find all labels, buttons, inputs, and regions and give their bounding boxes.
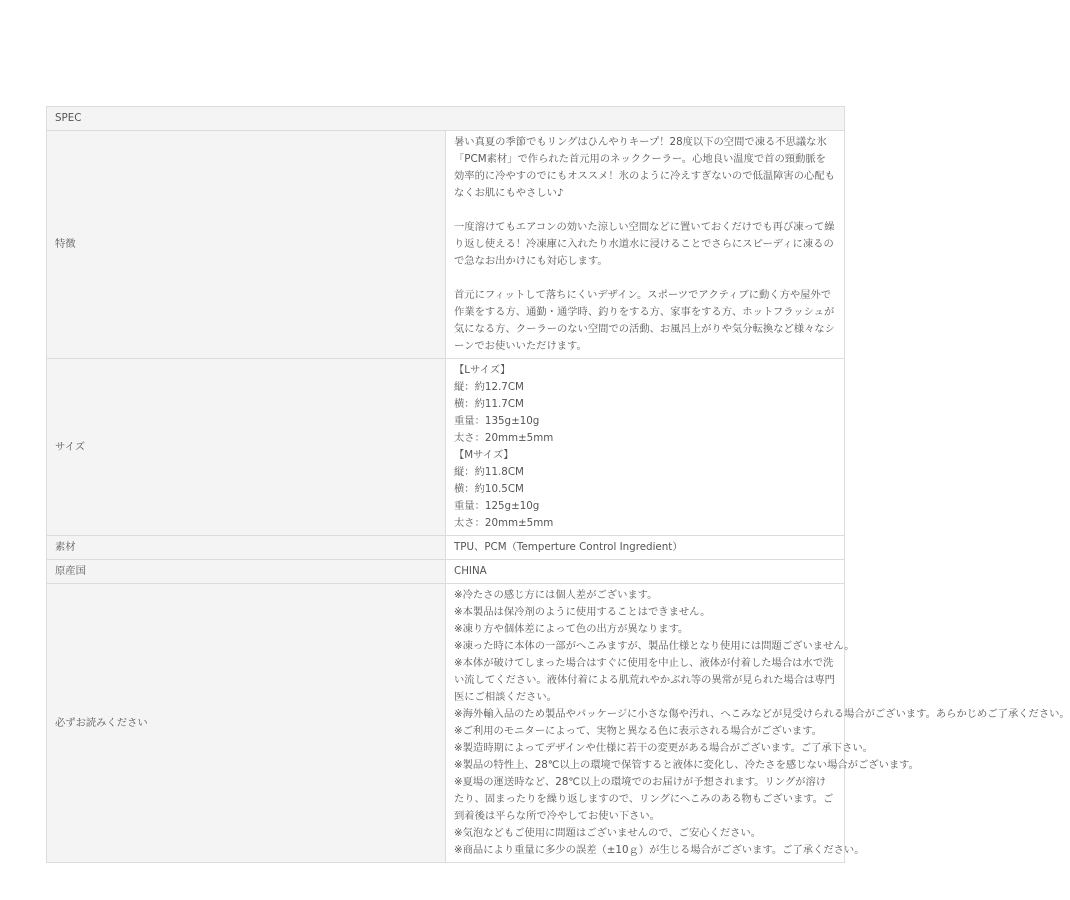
material-row: [47, 536, 845, 560]
notes-line: ※商品により重量に多少の誤差（±10ｇ）が生じる場合がございます。ご了承ください。: [454, 844, 865, 856]
origin-value: CHINA: [446, 560, 845, 584]
features-row: [47, 131, 845, 359]
size-line: 太さ：20mm±5mm: [454, 517, 554, 529]
size-line: 縦：約11.8CM: [454, 466, 524, 478]
size-line: 【Lサイズ】: [454, 364, 511, 376]
size-value: [446, 359, 845, 536]
notes-row: [47, 584, 845, 863]
size-line: 重量：125g±10g: [454, 500, 540, 512]
spec-table: [46, 106, 1070, 863]
features-paragraph-2: 一度溶けてもエアコンの効いた涼しい空間などに置いておくだけでも再び凍って繰り返し使える！冷凍庫に入れたり水道水に浸けることでさらにスピーディに凍るので急なお出かけにも対応します。: [454, 221, 835, 267]
notes-line: ※凍り方や個体差によって色の出方が異なります。: [454, 623, 689, 635]
size-label: サイズ: [47, 359, 446, 536]
notes-line: ※製造時期によってデザインや仕様に若干の変更がある場合がございます。ご了承下さい。: [454, 742, 873, 754]
notes-line: ※製品の特性上、28℃以上の環境で保管すると液体に変化し、冷たさを感じない場合がございます。: [454, 759, 919, 771]
features-value: [446, 131, 845, 359]
notes-line: ※気泡などもご使用に問題はございませんので、ご安心ください。: [454, 827, 762, 839]
size-line: 横：約11.7CM: [454, 398, 524, 410]
features-label: 特徴: [47, 131, 446, 359]
material-label: 素材: [47, 536, 446, 560]
features-paragraph-3: 首元にフィットして落ちにくいデザイン。スポーツでアクティブに動く方や屋外で作業をする方、通勤・通学時、釣りをする方、家事をする方、ホットフラッシュが気になる方、クーラーのない空間での活動、お風呂上がりや気分転換など様々なシーンでお使いいただけます。: [454, 289, 835, 352]
material-value: TPU、PCM（Temperture Control Ingredient）: [446, 536, 845, 560]
notes-value: [446, 584, 1070, 863]
size-row: [47, 359, 845, 536]
notes-line: ※本体が破けてしまった場合はすぐに使用を中止し、液体が付着した場合は水で洗い流してください。液体付着による肌荒れやかぶれ等の異常が見られた場合は専門医にご相談ください。: [454, 657, 835, 703]
notes-line: ※夏場の運送時など、28℃以上の環境でのお届けが予想されます。リングが溶けたり、固まったりを繰り返しますので、リングにへこみのある物もございます。ご到着後は平らな所で冷やしてお使い下さい。: [454, 776, 834, 822]
notes-line: ※海外輸入品のため製品やパッケージに小さな傷や汚れ、へこみなどが見受けられる場合がございます。あらかじめご了承ください。: [454, 708, 1070, 720]
size-line: 太さ：20mm±5mm: [454, 432, 554, 444]
size-line: 縦：約12.7CM: [454, 381, 524, 393]
notes-line: ※冷たさの感じ方には個人差がございます。: [454, 589, 658, 601]
spec-header: SPEC: [47, 107, 845, 131]
spec-header-row: [47, 107, 845, 131]
size-line: 横：約10.5CM: [454, 483, 524, 495]
size-line: 重量：135g±10g: [454, 415, 540, 427]
notes-line: ※ご利用のモニターによって、実物と異なる色に表示される場合がございます。: [454, 725, 822, 737]
origin-label: 原産国: [47, 560, 446, 584]
notes-line: ※本製品は保冷剤のように使用することはできません。: [454, 606, 711, 618]
features-paragraph-1: 暑い真夏の季節でもリングはひんやりキープ！28度以下の空間で凍る不思議な氷「PCM素材」で作られた首元用のネッククーラー。心地良い温度で首の頸動脈を効率的に冷やすのでにもオススメ！氷のように冷えすぎないので低温障害の心配もなくお肌にもやさしい♪: [454, 136, 835, 199]
notes-line: ※凍った時に本体の一部がへこみますが、製品仕様となり使用には問題ございません。: [454, 640, 855, 652]
origin-row: [47, 560, 845, 584]
notes-label: 必ずお読みください: [47, 584, 446, 863]
size-line: 【Mサイズ】: [454, 449, 514, 461]
